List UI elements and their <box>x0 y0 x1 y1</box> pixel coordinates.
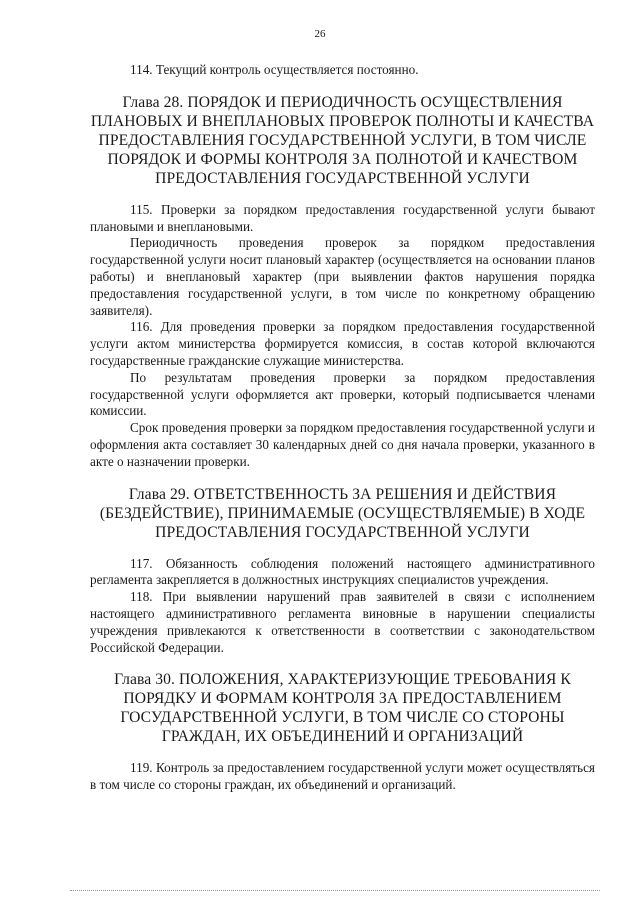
paragraph-116: 116. Для проведения проверки за порядком предоставления государственной услуги актом министерства формируется комиссия, в состав которой включаются государственные гражданские служащие министерства. <box>90 319 595 368</box>
paragraph-117: 117. Обязанность соблюдения положений настоящего административного регламента закрепляется в должностных инструкциях специалистов учреждения. <box>90 555 595 588</box>
paragraph-116-results: По результатам проведения проверки за порядком предоставления государственной услуги оформляется акт проверки, который подписывается членами комиссии. <box>90 369 595 419</box>
chapter-30-heading: Глава 30. ПОЛОЖЕНИЯ, ХАРАКТЕРИЗУЮЩИЕ ТРЕБОВАНИЯ К ПОРЯДКУ И ФОРМАМ КОНТРОЛЯ ЗА ПРЕДОСТАВЛЕНИЕМ ГОСУДАРСТВЕННОЙ УСЛУГИ, В ТОМ ЧИСЛЕ СО СТОРОНЫ ГРАЖДАН, ИХ ОБЪЕДИНЕНИЙ И ОРГАНИЗАЦИЙ <box>114 671 571 746</box>
paragraph-119: 119. Контроль за предоставлением государственной услуги может осуществляться в том числе со стороны граждан, их объединений и организаций. <box>90 760 595 793</box>
scan-edge-line <box>70 890 600 891</box>
paragraph-115-periodicity: Периодичность проведения проверок за порядком предоставления государственной услуги носит плановый характер (осуществляется на основании планов работы) и внеплановый характер (при выявлении фактов нарушения порядка предоставления государственной услуги, в том числе по конкретному обращению заявителя). <box>90 235 595 318</box>
paragraph-116-term: Срок проведения проверки за порядком предоставления государственной услуги и оформления акта составляет 30 календарных дней со дня начала проверки, указанного в акте о назначении проверки. <box>90 420 595 469</box>
page-number: 26 <box>314 28 326 40</box>
paragraph-114: 114. Текущий контроль осуществляется постоянно. <box>130 62 419 77</box>
chapter-29-heading: Глава 29. ОТВЕТСТВЕННОСТЬ ЗА РЕШЕНИЯ И ДЕЙСТВИЯ (БЕЗДЕЙСТВИЕ), ПРИНИМАЕМЫЕ (ОСУЩЕСТВЛЯЕМЫЕ) В ХОДЕ ПРЕДОСТАВЛЕНИЯ ГОСУДАРСТВЕННОЙ УСЛУГИ <box>99 485 586 541</box>
paragraph-118: 118. При выявлении нарушений прав заявителей в связи с исполнением настоящего административного регламента виновные в нарушении специалисты учреждения привлекаются к ответственности в соответствии с законодательством Российской Федерации. <box>90 589 595 655</box>
chapter-28-heading: Глава 28. ПОРЯДОК И ПЕРИОДИЧНОСТЬ ОСУЩЕСТВЛЕНИЯ ПЛАНОВЫХ И ВНЕПЛАНОВЫХ ПРОВЕРОК ПОЛНОТЫ И КАЧЕСТВА ПРЕДОСТАВЛЕНИЯ ГОСУДАРСТВЕННОЙ УСЛУГИ, В ТОМ ЧИСЛЕ ПОРЯДОК И ФОРМЫ КОНТРОЛЯ ЗА ПОЛНОТОЙ И КАЧЕСТВОМ ПРЕДОСТАВЛЕНИЯ ГОСУДАРСТВЕННОЙ УСЛУГИ <box>90 93 595 187</box>
document-body <box>90 62 595 794</box>
paragraph-115: 115. Проверки за порядком предоставления государственной услуги бывают плановыми и внеплановыми. <box>90 201 595 234</box>
